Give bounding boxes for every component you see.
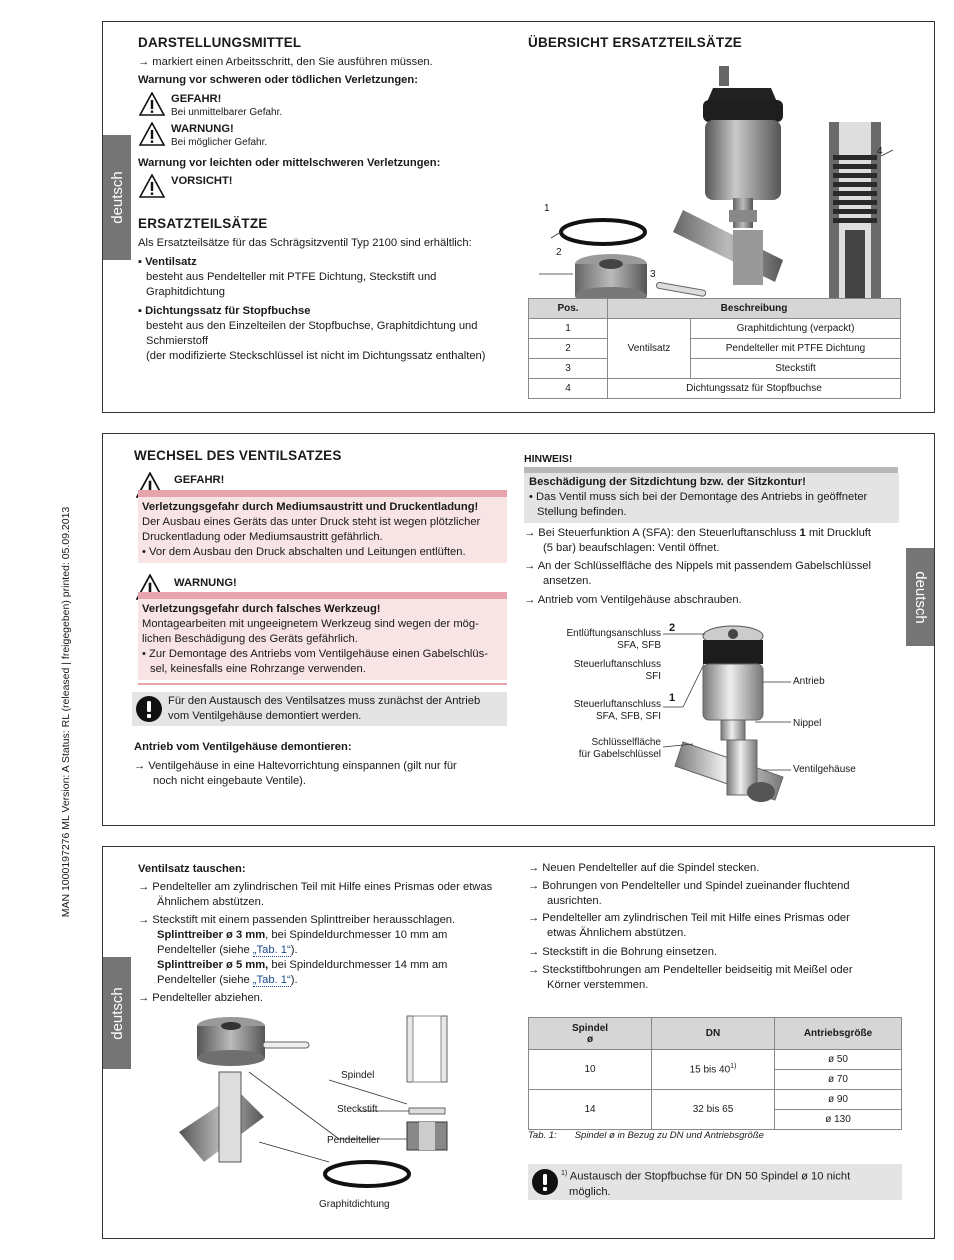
- td-antrieb: ø 90: [775, 1090, 902, 1110]
- danger-bar: [138, 490, 507, 497]
- td-desc: Steckstift: [691, 359, 901, 379]
- valve-set-illustration: [169, 1012, 469, 1202]
- td-dn: 32 bis 65: [652, 1090, 775, 1130]
- warn-light-label: Warnung vor leichten oder mittelschweren Verletzungen:: [138, 157, 441, 169]
- note-box: Für den Austausch des Ventilsatzes muss zunächst der Antrieb vom Ventilgehäuse demontiert werden.: [132, 692, 507, 726]
- step-verstemmen: → Steckstiftbohrungen am Pendelteller beidseitig mit Meißel oder Körner verstemmen.: [528, 964, 853, 991]
- spindle-table: [528, 1017, 902, 1130]
- exclamation-icon: [135, 695, 163, 723]
- label-graphitdichtung: Graphitdichtung: [319, 1199, 390, 1210]
- tab1-link[interactable]: „Tab. 1“: [252, 974, 291, 986]
- warning-triangle-icon: [139, 92, 165, 116]
- td-desc: Pendelteller mit PTFE Dichtung: [691, 339, 901, 359]
- step-aufstecken: → Neuen Pendelteller auf die Spindel stecken.: [528, 862, 760, 874]
- td-spindel: 14: [529, 1090, 652, 1130]
- label-entlueftung: Entlüftungsanschluss SFA, SFB: [566, 628, 661, 651]
- tab1-link[interactable]: „Tab. 1“: [252, 944, 291, 956]
- warning-box-tool: Verletzungsgefahr durch falsches Werkzeug! Montagearbeiten mit ungeeignetem Werkzeug sind wegen der mög- lichen Beschädigung des Geräts gefährlich. • Zur Demontage des Antriebs vom Ventilgehäuse einen Gabelschlüs- sel, keinesfalls eine Rohrzange verwenden.: [138, 599, 507, 680]
- step-einspannen: → Ventilgehäuse in eine Haltevorrichtung einspannen (gilt nur für noch nicht eingebaute Ventile).: [134, 760, 457, 787]
- gefahr-description: Bei unmittelbarer Gefahr.: [171, 107, 283, 118]
- spare-parts-illustration: [533, 60, 903, 300]
- warnung-label: WARNUNG!: [171, 123, 234, 135]
- th-pos: Pos.: [529, 299, 608, 319]
- subheading-tauschen: Ventilsatz tauschen:: [138, 863, 246, 875]
- danger-bar: [138, 683, 507, 685]
- spare-kit-dichtungssatz: ▪ Dichtungssatz für Stopfbuchse besteht aus den Einzelteilen der Stopfbuchse, Graphitdichtung und Schmierstoff (der modifizierte Steckschlüssel ist nicht im Dichtungssatz enthalten): [138, 305, 486, 362]
- label-pendelteller: Pendelteller: [327, 1135, 380, 1146]
- danger-bar: [138, 592, 507, 599]
- heading-ersatzteilsaetze: ERSATZTEILSÄTZE: [138, 216, 268, 231]
- document-status-sidebar: MAN 1000197276 ML Version: A Status: RL (released | freigegeben) printed: 05.09.2013: [60, 506, 72, 918]
- label-spindel: Spindel: [341, 1070, 375, 1081]
- language-tab: deutsch: [103, 957, 131, 1069]
- panel-representation-and-spare-parts: [102, 21, 935, 413]
- leader-lines: [663, 622, 903, 802]
- td-pos: 2: [529, 339, 608, 359]
- td-pos: 4: [529, 379, 608, 399]
- step-abschrauben: → Antrieb vom Ventilgehäuse abschrauben.: [524, 594, 742, 606]
- panel-ventilsatz-tauschen: [102, 846, 935, 1239]
- label-steuerluft-sfi: Steuerluftanschluss SFI: [573, 659, 661, 682]
- danger-box-pressure: Verletzungsgefahr durch Mediumsaustritt und Druckentladung! Der Ausbau eines Geräts das unter Druck steht ist wegen plötzlicher Druckentladung oder Mediumsaustritt gefährlich. • Vor dem Ausbau den Druck abschalten und Leitungen entlüften.: [138, 497, 507, 563]
- callout-4: 4: [877, 146, 883, 157]
- th-antrieb: Antriebsgröße: [775, 1018, 902, 1050]
- label-antrieb: Antrieb: [793, 676, 825, 687]
- step-ausrichten: → Bohrungen von Pendelteller und Spindel zueinander fluchtend ausrichten.: [528, 880, 850, 907]
- th-beschreibung: Beschreibung: [608, 299, 901, 319]
- callout-1: 1: [669, 692, 676, 704]
- hinweis-box: Beschädigung der Sitzdichtung bzw. der Sitzkontur! • Das Ventil muss sich bei der Demontage des Antriebs in geöffneter Stellung befinden.: [524, 473, 899, 523]
- panel-wechsel-ventilsatz: [102, 433, 935, 826]
- arrow-legend: → markiert einen Arbeitsschritt, den Sie ausführen müssen.: [138, 56, 433, 68]
- step-gabelschluessel: → An der Schlüsselfläche des Nippels mit passendem Gabelschlüssel ansetzen.: [524, 560, 871, 587]
- vorsicht-label: VORSICHT!: [171, 175, 233, 187]
- td-spindel: 10: [529, 1050, 652, 1090]
- heading-wechsel: WECHSEL DES VENTILSATZES: [134, 448, 342, 463]
- step-abstuetzen: → Pendelteller am zylindrischen Teil mit Hilfe eines Prismas oder etwas Ähnlichem abstützen.: [138, 881, 493, 908]
- td-desc: Dichtungssatz für Stopfbuchse: [608, 379, 901, 399]
- td-desc: Graphitdichtung (verpackt): [691, 319, 901, 339]
- warning-triangle-icon: [139, 174, 165, 198]
- td-pos: 1: [529, 319, 608, 339]
- th-dn: DN: [652, 1018, 775, 1050]
- warnung-label: WARNUNG!: [174, 577, 237, 589]
- step-einsetzen: → Steckstift in die Bohrung einsetzen.: [528, 946, 718, 958]
- th-spindel: Spindel ø: [529, 1018, 652, 1050]
- label-steckstift: Steckstift: [337, 1104, 378, 1115]
- td-antrieb: ø 50: [775, 1050, 902, 1070]
- heading-darstellungsmittel: DARSTELLUNGSMITTEL: [138, 35, 302, 50]
- spare-parts-table: [528, 298, 901, 399]
- callout-2: 2: [556, 247, 562, 258]
- gefahr-label: GEFAHR!: [171, 93, 222, 105]
- hinweis-label: HINWEIS!: [524, 453, 573, 465]
- label-ventilgehaeuse: Ventilgehäuse: [793, 764, 856, 775]
- callout-2: 2: [669, 622, 676, 634]
- spare-kit-ventilsatz: ▪ Ventilsatz besteht aus Pendelteller mit PTFE Dichtung, Steckstift und Graphitdichtung: [138, 256, 437, 298]
- spare-parts-intro: Als Ersatzteilsätze für das Schrägsitzventil Typ 2100 sind erhältlich:: [138, 237, 472, 249]
- label-schluesselflaeche: Schlüsselfläche für Gabelschlüssel: [578, 737, 661, 760]
- callout-3: 3: [650, 269, 656, 280]
- table-caption: Tab. 1: Spindel ø in Bezug zu DN und Antriebsgröße: [528, 1130, 764, 1141]
- warnung-description: Bei möglicher Gefahr.: [171, 137, 268, 148]
- step-abstuetzen-2: → Pendelteller am zylindrischen Teil mit Hilfe eines Prismas oder etwas Ähnlichem abstützen.: [528, 912, 850, 939]
- warning-triangle-icon: [139, 122, 165, 146]
- td-antrieb: ø 70: [775, 1070, 902, 1090]
- step-herausschlagen: → Steckstift mit einem passenden Splinttreiber herausschlagen. Splinttreiber ø 3 mm, bei Spindeldurchmesser 10 mm am Pendelteller (siehe „Tab. 1“). Splinttreiber ø 5 mm, bei Spindeldurchmesser 14 mm am Pendelteller (siehe „Tab. 1“).: [138, 914, 456, 986]
- td-antrieb: ø 130: [775, 1110, 902, 1130]
- footnote-box: $^{1)}$ Austausch der Stopfbuchse für DN 50 Spindel ø 10 nicht möglich.: [528, 1164, 902, 1200]
- label-nippel: Nippel: [793, 718, 822, 729]
- subheading-demontieren: Antrieb vom Ventilgehäuse demontieren:: [134, 741, 352, 753]
- step-druckluft: → Bei Steuerfunktion A (SFA): den Steuerluftanschluss 1 mit Druckluft (5 bar) beaufschlagen: Ventil öffnet.: [524, 527, 872, 554]
- step-abziehen: → Pendelteller abziehen.: [138, 992, 264, 1004]
- td-dn: 15 bis 40$^{1)}$: [652, 1050, 775, 1090]
- td-group: Ventilsatz: [608, 319, 691, 379]
- warn-heavy-label: Warnung vor schweren oder tödlichen Verletzungen:: [138, 74, 418, 86]
- gefahr-label: GEFAHR!: [174, 474, 225, 486]
- language-tab: deutsch: [906, 548, 934, 646]
- heading-uebersicht: ÜBERSICHT ERSATZTEILSÄTZE: [528, 35, 742, 50]
- language-tab: deutsch: [103, 135, 131, 260]
- exclamation-icon: [531, 1168, 559, 1196]
- label-steuerluft-sfa: Steuerluftanschluss SFA, SFB, SFI: [573, 699, 661, 722]
- callout-1: 1: [544, 203, 550, 214]
- td-pos: 3: [529, 359, 608, 379]
